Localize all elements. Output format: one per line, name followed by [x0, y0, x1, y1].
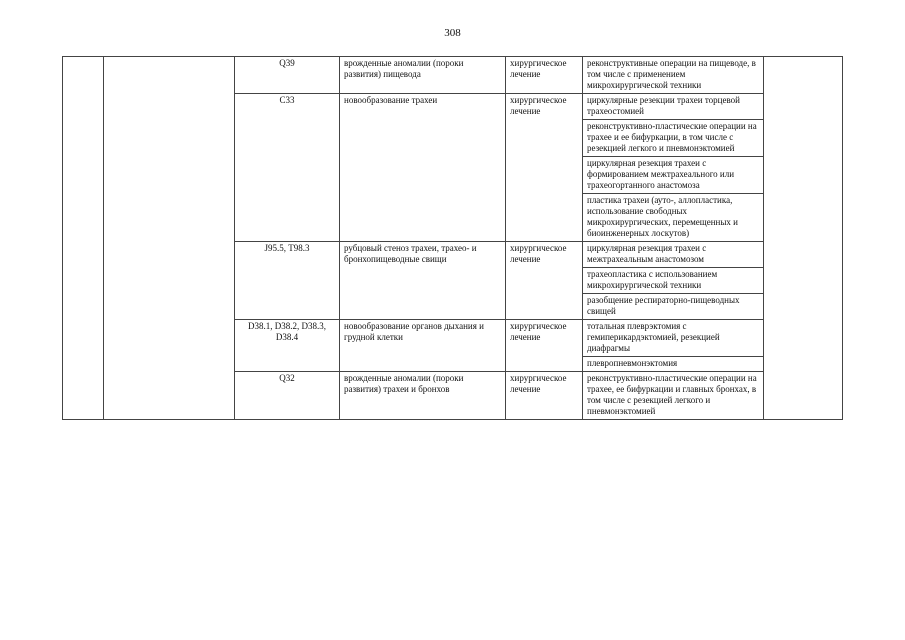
- diagnosis-cell: новообразование органов дыхания и грудной клетки: [340, 320, 506, 372]
- method-cell: реконструктивные операции на пищеводе, в том числе с применением микрохирургической техники: [583, 57, 764, 94]
- diagnosis-cell: рубцовый стеноз трахеи, трахео- и бронхопищеводные свищи: [340, 242, 506, 320]
- table-row: [63, 57, 843, 94]
- method-cell: плевропневмонэктомия: [583, 357, 764, 372]
- diagnosis-cell: врожденные аномалии (пороки развития) трахеи и бронхов: [340, 372, 506, 420]
- code-cell: С33: [235, 94, 340, 242]
- method-cell: циркулярные резекции трахеи торцевой трахеостомией: [583, 94, 764, 120]
- method-cell: тотальная плеврэктомия с гемиперикардэктомией, резекцией диафрагмы: [583, 320, 764, 357]
- code-cell: Q39: [235, 57, 340, 94]
- norm-cell: [764, 57, 843, 420]
- method-cell: циркулярная резекция трахеи с формированием межтрахеального или трахеогортанного анастомоза: [583, 157, 764, 194]
- code-cell: Q32: [235, 372, 340, 420]
- method-cell: пластика трахеи (ауто-, аллопластика, использование свободных микрохирургических, перемещенных и биоинженерных лоскутов): [583, 194, 764, 242]
- page-number: 308: [444, 27, 461, 39]
- method-cell: реконструктивно-пластические операции на трахее и ее бифуркации, в том числе с резекцией легкого и пневмонэктомией: [583, 120, 764, 157]
- method-cell: реконструктивно-пластические операции на трахее, ее бифуркации и главных бронхах, в том числе с резекцией легкого и пневмонэктомией: [583, 372, 764, 420]
- diagnosis-cell: врожденные аномалии (пороки развития) пищевода: [340, 57, 506, 94]
- treatment-cell: хирургическое лечение: [506, 320, 583, 372]
- profile-cell: [104, 57, 235, 420]
- index-cell: [63, 57, 104, 420]
- treatment-cell: хирургическое лечение: [506, 242, 583, 320]
- code-cell: D38.1, D38.2, D38.3, D38.4: [235, 320, 340, 372]
- diagnosis-cell: новообразование трахеи: [340, 94, 506, 242]
- code-cell: J95.5, Т98.3: [235, 242, 340, 320]
- method-cell: трахеопластика с использованием микрохирургической техники: [583, 268, 764, 294]
- method-cell: разобщение респираторно-пищеводных свищей: [583, 294, 764, 320]
- treatment-cell: хирургическое лечение: [506, 94, 583, 242]
- treatment-cell: хирургическое лечение: [506, 57, 583, 94]
- treatment-cell: хирургическое лечение: [506, 372, 583, 420]
- procedures-table: [62, 56, 843, 420]
- method-cell: циркулярная резекция трахеи с межтрахеальным анастомозом: [583, 242, 764, 268]
